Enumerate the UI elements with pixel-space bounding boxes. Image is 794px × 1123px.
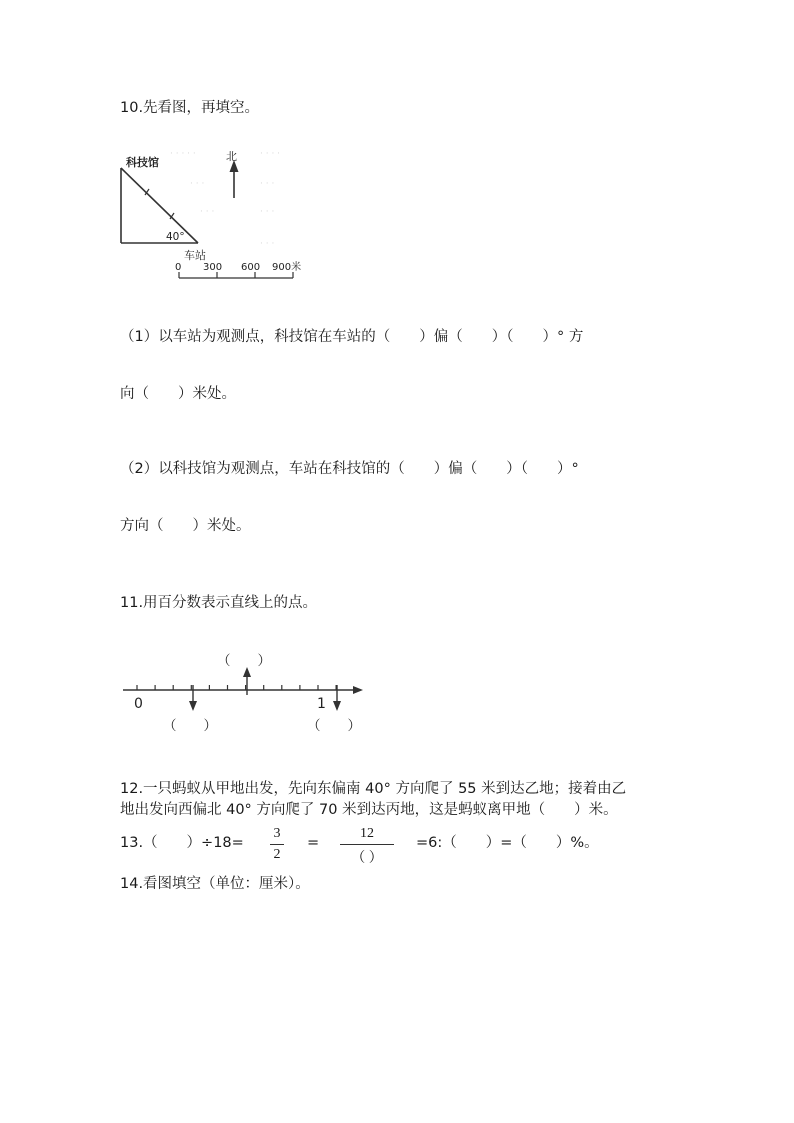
q11-title: 11.用百分数表示直线上的点。	[120, 595, 318, 611]
scale-label-600: 600	[241, 262, 261, 273]
angle-label: 40°	[166, 231, 185, 243]
q13-part-a: 13.（ ）÷18=	[120, 835, 244, 851]
fraction-1-denominator: 2	[273, 847, 281, 862]
triangle-hypotenuse	[121, 168, 198, 243]
q10-part1-line1: （1）以车站为观测点，科技馆在车站的（ ）偏（ ）（ ）° 方	[120, 329, 584, 345]
scale-label-0: 0	[175, 262, 182, 273]
fraction-2-numerator: 12	[360, 826, 374, 841]
fraction-1-bar	[270, 844, 284, 845]
pointer-down-left-icon	[189, 701, 197, 711]
q11-number-line	[115, 645, 375, 740]
q10-part2-line1: （2）以科技馆为观测点，车站在科技馆的（ ）偏（ ）（ ）°	[120, 461, 579, 477]
north-label: 北	[226, 150, 237, 163]
museum-label: 科技馆	[126, 156, 159, 169]
pointer-down-right-icon	[333, 701, 341, 711]
q10-figure	[110, 140, 320, 290]
faded-bg-text: · · · · ·	[170, 149, 196, 159]
faded-bg-text: · · ·	[200, 207, 215, 217]
faded-bg-text: · · ·	[260, 239, 275, 249]
blank-bottom-right: （ ）	[307, 718, 361, 734]
fraction-2-denominator: （ ）	[351, 851, 383, 866]
label-zero: 0	[134, 696, 143, 712]
fraction-2-bar	[340, 844, 394, 845]
q10-part1-line2: 向（ ）米处。	[120, 386, 236, 402]
q12-line2: 地出发向西偏北 40° 方向爬了 70 米到达丙地，这是蚂蚁离甲地（ ）米。	[120, 802, 618, 818]
fraction-1-numerator: 3	[273, 826, 281, 841]
q10-title: 10.先看图，再填空。	[120, 100, 260, 116]
q13-fraction-2	[340, 826, 394, 867]
faded-bg-text: · · · ·	[260, 149, 281, 159]
faded-bg-text: · · ·	[190, 179, 205, 189]
faded-bg-text: · · ·	[260, 179, 275, 189]
q13-part-b: =6:（ ）=（ ）%。	[416, 835, 599, 851]
blank-bottom-left: （ ）	[163, 718, 217, 734]
scale-label-900: 900米	[272, 262, 302, 273]
scale-label-300: 300	[203, 262, 223, 273]
station-label: 车站	[184, 249, 206, 262]
q13-fraction-1	[270, 826, 284, 863]
q12-line1: 12.一只蚂蚁从甲地出发，先向东偏南 40° 方向爬了 55 米到达乙地；接着由乙	[120, 781, 627, 797]
q13-equals: =	[307, 835, 320, 851]
label-one: 1	[317, 696, 326, 712]
q14-title: 14.看图填空（单位：厘米）。	[120, 876, 310, 892]
number-line-arrow-icon	[353, 686, 363, 694]
blank-top: （ ）	[217, 653, 271, 669]
faded-bg-text: · · ·	[260, 207, 275, 217]
q10-part2-line2: 方向（ ）米处。	[120, 518, 251, 534]
